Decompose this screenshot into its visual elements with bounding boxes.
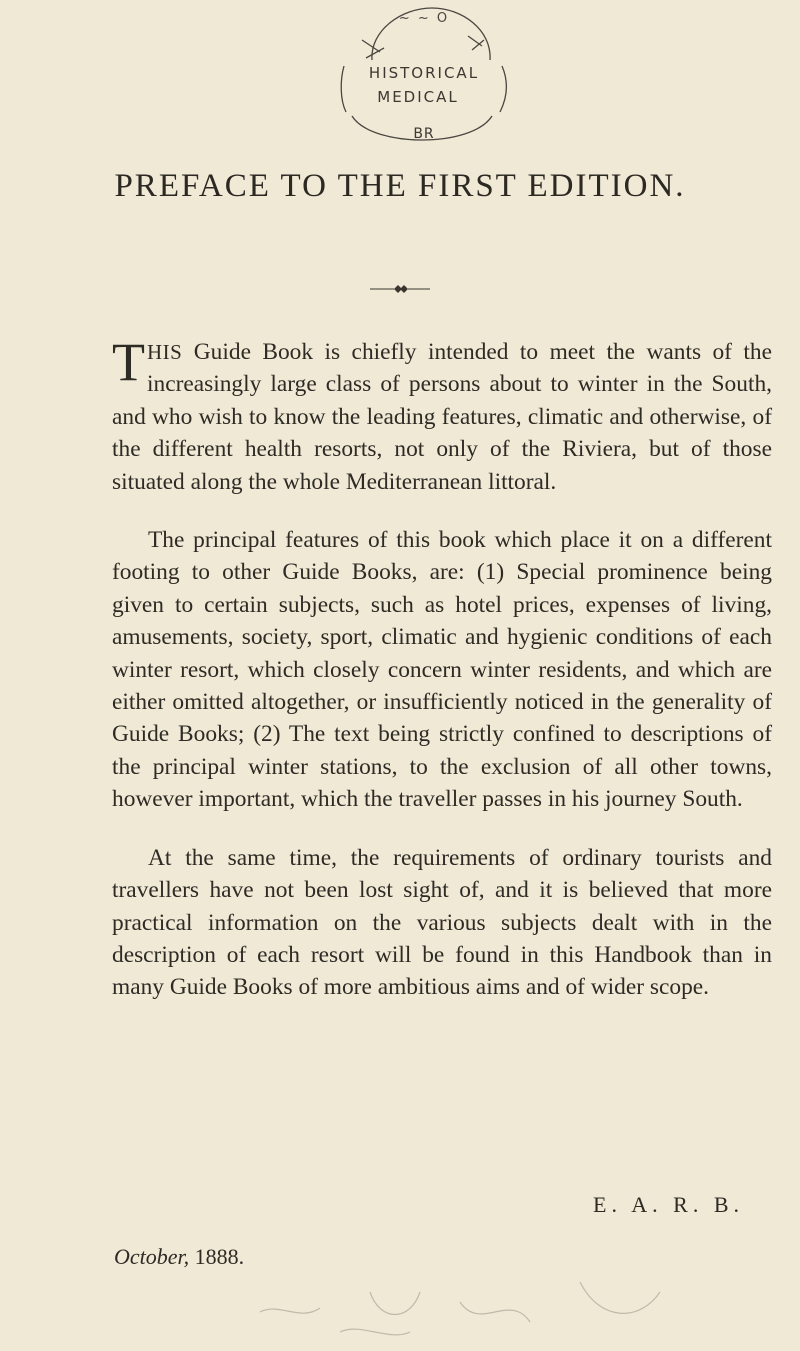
title-ornament <box>370 283 430 295</box>
author-initials: E. A. R. B. <box>593 1192 744 1217</box>
date-month: October, <box>114 1244 190 1269</box>
paragraph-2: The principal features of this book which place it on a different footing to other Guide Books, are: (1) Special prominence being given to certain subjects, such as hotel prices, expenses of living, amusements, society, sport, climatic and hygienic conditions of each winter resort, which closely concern winter residents, and which are either omitted altogether, or insufficiently noticed in the generality of Guide Books; (2) The text being strictly confined to descriptions of the principal winter stations, to the exclusion of all other towns, however important, which the traveller passes in his journey South. <box>112 527 772 813</box>
svg-text:BR: BR <box>413 126 435 142</box>
svg-text:HISTORICAL: HISTORICAL <box>368 64 480 82</box>
paragraph-3: At the same time, the requirements of ordinary tourists and travellers have not been lost sight of, and it is believed that more practical information on the various subjects dealt with in the description of each resort will be found in this Handbook than in many Guide Books of more ambitious aims and of wider scope. <box>112 844 772 1001</box>
svg-text:MEDICAL: MEDICAL <box>377 88 459 106</box>
date-year: 1888. <box>189 1244 245 1269</box>
svg-text:~ ~ O: ~ ~ O <box>398 11 450 26</box>
paragraph-1-text: Guide Book is chiefly intended to meet the wants of the increasingly large class of persons about to winter in the South, and who wish to know the leading features, climatic and otherwise, of the different health resorts, not only of the Riviera, but of those situated along the whole Mediterranean littoral. <box>112 339 772 495</box>
opening-small-caps: HIS <box>147 340 183 364</box>
drop-cap: T <box>112 332 145 392</box>
preface-body <box>112 332 772 1004</box>
stamp-graphic <box>332 0 512 150</box>
stamp-bleed-through <box>220 1262 680 1346</box>
library-stamp <box>332 0 512 150</box>
paragraph-1 <box>112 332 772 498</box>
page-title: PREFACE TO THE FIRST EDITION. <box>114 168 686 204</box>
